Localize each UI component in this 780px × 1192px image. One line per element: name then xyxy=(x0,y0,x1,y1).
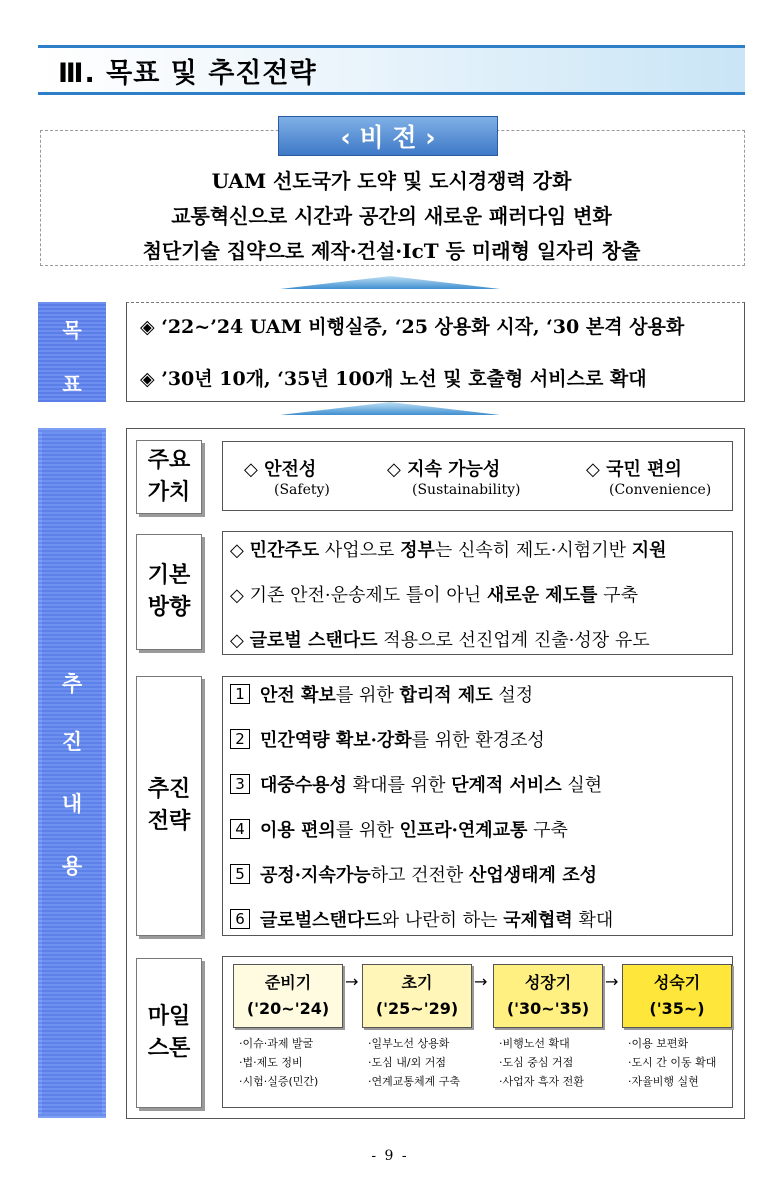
stage-name: 준비기 xyxy=(264,973,312,992)
strategy-number: 5 xyxy=(230,864,250,884)
value-name: ◇ 안전성 xyxy=(244,459,317,480)
page-title: Ⅲ. 목표 및 추진전략 xyxy=(58,58,317,89)
strategy-number: 1 xyxy=(230,684,250,704)
text-phrase: 구축 xyxy=(527,820,568,841)
milestone-stage xyxy=(233,964,343,1028)
bold-phrase: 이용 편의 xyxy=(260,820,336,841)
section-header xyxy=(38,45,745,95)
content-side-char: 추 xyxy=(61,672,83,696)
stage-item: ·도심 중심 거점 xyxy=(499,1056,574,1069)
vision-line: UAM 선도국가 도약 및 도시경쟁력 강화 xyxy=(211,169,572,193)
page-number: - 9 - xyxy=(371,1148,409,1164)
category-direction xyxy=(136,534,202,650)
text-phrase: 구축 xyxy=(597,585,638,606)
stage-items xyxy=(368,1034,460,1091)
bold-phrase: 안전 확보 xyxy=(260,685,336,706)
stage-items xyxy=(499,1034,584,1091)
vision-title: ‹ 비 전 › xyxy=(278,116,498,156)
stage-item: ·일부노선 상용화 xyxy=(368,1037,450,1050)
stage-item: ·도시 간 이동 확대 xyxy=(628,1056,717,1069)
text-phrase: 와 나란히 하는 xyxy=(381,910,504,931)
bold-phrase: 인프라·연계교통 xyxy=(399,820,528,841)
bold-phrase: 대중수용성 xyxy=(260,775,347,796)
text-phrase: 적용으로 선진업계 진출·성장 유도 xyxy=(377,630,650,651)
strategy-panel xyxy=(222,676,733,936)
strategy-number: 2 xyxy=(230,729,250,749)
direction-line xyxy=(230,536,666,562)
value-name: ◇ 지속 가능성 xyxy=(387,459,501,480)
strategy-line xyxy=(230,906,613,932)
strategy-number: 6 xyxy=(230,909,250,929)
strategy-number: 3 xyxy=(230,774,250,794)
category-label: 전략 xyxy=(147,809,191,834)
bold-phrase: 글로벌스탠다드 xyxy=(260,910,382,931)
text-phrase: 확대 xyxy=(572,910,614,931)
strategy-number: 4 xyxy=(230,819,250,839)
text-phrase: 를 위한 환경조성 xyxy=(411,730,545,751)
strategy-line xyxy=(230,816,568,842)
goal-item: ◈ ’30년 10개, ‘35년 100개 노선 및 호출형 서비스로 확대 xyxy=(140,368,647,390)
content-side-label xyxy=(38,428,106,1118)
milestone-stage xyxy=(362,964,472,1028)
category-label: 주요 xyxy=(147,448,191,473)
stage-item: ·사업자 흑자 전환 xyxy=(499,1075,584,1088)
text-phrase: 는 신속히 제도·시험기반 xyxy=(434,540,632,561)
category-milestone xyxy=(136,958,202,1108)
category-label: 스톤 xyxy=(147,1036,191,1061)
stage-items xyxy=(239,1034,318,1091)
diamond-icon: ◇ xyxy=(230,585,250,606)
connector-chevron xyxy=(280,400,500,414)
text-phrase: 실현 xyxy=(561,775,603,796)
header-bottom-rule xyxy=(38,92,745,95)
stage-item: ·이슈·과제 발굴 xyxy=(239,1037,314,1050)
arrow-right-icon: → xyxy=(474,972,488,991)
stage-period: ('20~'24) xyxy=(246,999,330,1018)
text-phrase: 를 위한 xyxy=(335,820,400,841)
category-label: 기본 xyxy=(147,563,191,588)
bold-phrase: 공정·지속가능 xyxy=(260,865,371,886)
stage-period: ('30~'35) xyxy=(506,999,590,1018)
goal-side-char: 목 xyxy=(62,318,82,342)
milestone-stage xyxy=(493,964,603,1028)
arrow-right-icon: → xyxy=(605,972,619,991)
content-side-char: 내 xyxy=(61,792,83,816)
stage-item: ·법·제도 정비 xyxy=(239,1056,303,1069)
stage-name: 성장기 xyxy=(524,973,572,992)
content-side-fill xyxy=(42,432,102,1114)
stage-item: ·연계교통체계 구축 xyxy=(368,1075,461,1088)
connector-chevron xyxy=(280,274,500,288)
text-phrase: 사업으로 xyxy=(319,540,401,561)
direction-line xyxy=(230,626,650,652)
stage-item: ·도심 내/외 거점 xyxy=(368,1056,446,1069)
bold-phrase: 글로벌 스탠다드 xyxy=(249,630,378,651)
category-label: 마일 xyxy=(147,1004,191,1029)
stage-item: ·시험·실증(민간) xyxy=(239,1075,319,1088)
bold-phrase: 정부 xyxy=(400,540,435,561)
vision-line: 첨단기술 집약으로 제작·건설·IcT 등 미래형 일자리 창출 xyxy=(142,239,641,263)
text-phrase: 하고 건전한 xyxy=(370,865,469,886)
strategy-line xyxy=(230,726,545,752)
value-en: (Safety) xyxy=(274,482,330,498)
stage-item: ·이용 보편화 xyxy=(628,1037,689,1050)
category-label: 가치 xyxy=(147,480,191,505)
value-en: (Sustainability) xyxy=(412,482,521,498)
text-phrase: 설정 xyxy=(492,685,534,706)
direction-line xyxy=(230,581,638,607)
category-values xyxy=(136,440,202,514)
goal-item: ◈ ‘22~’24 UAM 비행실증, ‘25 상용화 시작, ‘30 본격 상용화 xyxy=(140,316,685,338)
content-side-char: 용 xyxy=(61,854,83,878)
bold-phrase: 합리적 제도 xyxy=(399,685,493,706)
bold-phrase: 민간역량 확보·강화 xyxy=(260,730,412,751)
stage-name: 성숙기 xyxy=(653,973,701,992)
diamond-icon: ◇ xyxy=(230,630,250,651)
bold-phrase: 단계적 서비스 xyxy=(451,775,562,796)
vision-line: 교통혁신으로 시간과 공간의 새로운 패러다임 변화 xyxy=(171,204,612,228)
bold-phrase: 국제협력 xyxy=(503,910,573,931)
arrow-right-icon: → xyxy=(345,972,359,991)
stage-items xyxy=(628,1034,716,1091)
stage-item: ·비행노선 확대 xyxy=(499,1037,570,1050)
stage-period: ('25~'29) xyxy=(375,999,459,1018)
goal-side-char: 표 xyxy=(62,372,82,396)
stage-item: ·자율비행 실현 xyxy=(628,1075,699,1088)
category-label: 방향 xyxy=(147,595,191,620)
strategy-line xyxy=(230,771,602,797)
content-side-char: 진 xyxy=(61,730,83,754)
bold-phrase: 민간주도 xyxy=(249,540,320,561)
goal-side-label xyxy=(38,302,106,402)
strategy-line xyxy=(230,861,597,887)
value-en: (Convenience) xyxy=(609,482,712,498)
bold-phrase: 지원 xyxy=(631,540,667,561)
value-name: ◇ 국민 편의 xyxy=(586,459,682,480)
stage-period: ('35~) xyxy=(649,999,705,1018)
milestone-stage xyxy=(622,964,732,1028)
bold-phrase: 새로운 제도틀 xyxy=(486,585,598,606)
strategy-line xyxy=(230,681,533,707)
category-label: 추진 xyxy=(147,777,191,802)
bold-phrase: 산업생태계 조성 xyxy=(469,865,597,886)
text-phrase: 를 위한 xyxy=(335,685,400,706)
diamond-icon: ◇ xyxy=(230,540,250,561)
category-strategy xyxy=(136,676,202,936)
stage-name: 초기 xyxy=(401,973,433,992)
text-phrase: 확대를 위한 xyxy=(346,775,452,796)
text-phrase: 기존 안전·운송제도 틀이 아닌 xyxy=(249,585,487,606)
